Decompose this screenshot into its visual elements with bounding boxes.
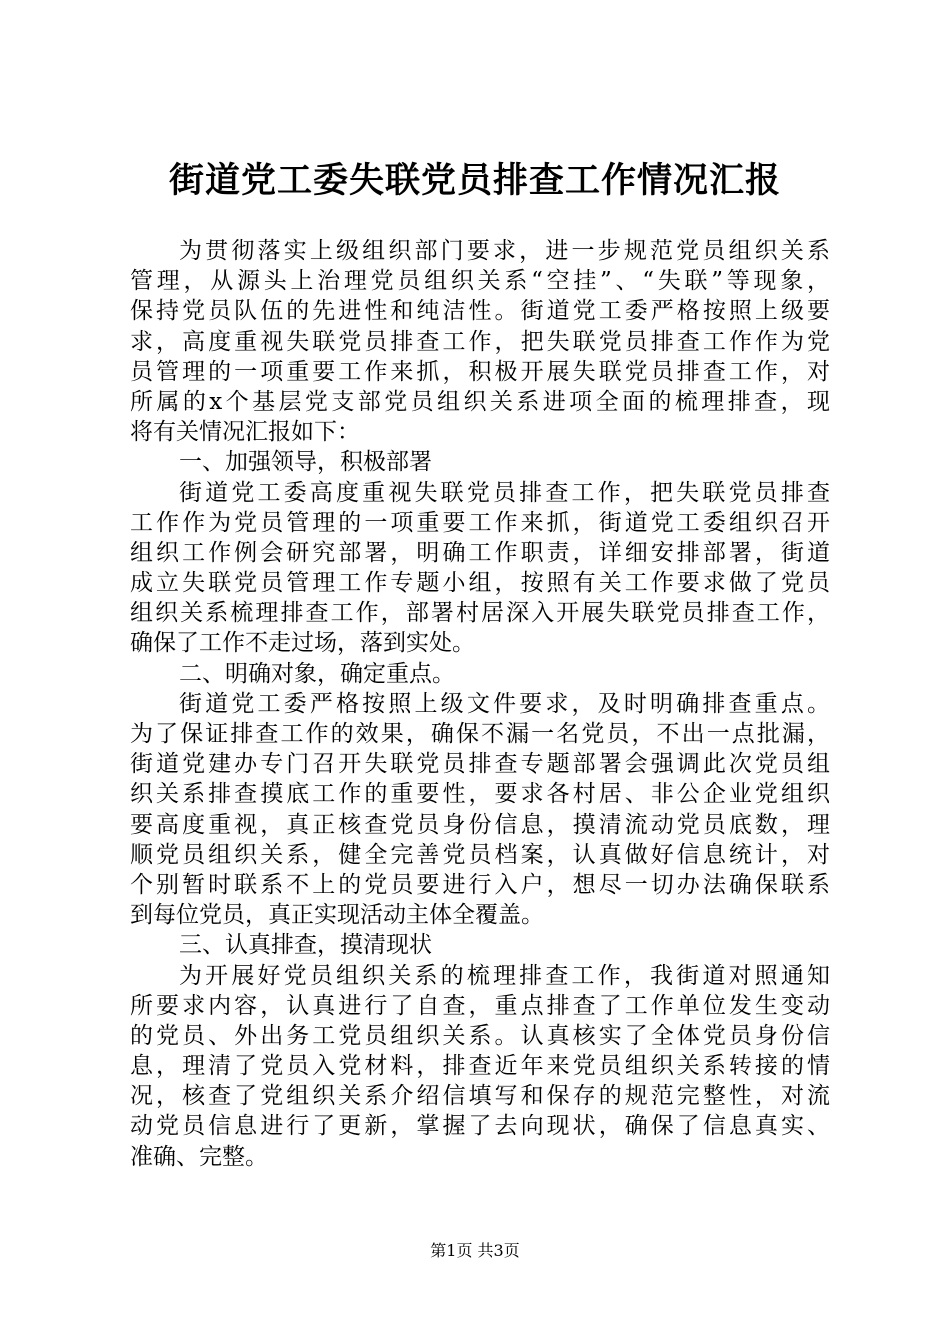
text-line: 为贯彻落实上级组织部门要求，进一步规范党员组织关系 — [179, 238, 830, 264]
text-line: 织关系排查摸底工作的重要性，要求各村居、非公企业党组织 — [130, 781, 830, 808]
text-line: 街道党工委高度重视失联党员排查工作，把失联党员排查 — [179, 479, 830, 506]
text-line: 顺党员组织关系，健全完善党员档案，认真做好信息统计，对 — [130, 841, 830, 868]
text-line: 为了保证排查工作的效果，确保不漏一名党员，不出一点批漏， — [130, 721, 830, 747]
text-line: 保持党员队伍的先进性和纯洁性。街道党工委严格按照上级要 — [130, 298, 830, 325]
text-line: 求，高度重视失联党员排查工作，把失联党员排查工作作为党 — [130, 328, 830, 355]
text-line: 成立失联党员管理工作专题小组，按照有关工作要求做了党员 — [130, 570, 830, 597]
text-line: 工作作为党员管理的一项重要工作来抓，街道党工委组织召开 — [130, 509, 830, 536]
text-line: 动党员信息进行了更新，掌握了去向现状，确保了信息真实、 — [130, 1113, 830, 1140]
text-line: 所属的x个基层党支部党员组织关系进项全面的梳理排查，现 — [130, 388, 830, 415]
text-line: 的党员、外出务工党员组织关系。认真核实了全体党员身份信 — [130, 1022, 830, 1049]
document-body — [130, 236, 830, 1172]
text-line: 街道党建办专门召开失联党员排查专题部署会强调此次党员组 — [130, 751, 830, 778]
text-line: 管理，从源头上治理党员组织关系“空挂”、“失联”等现象， — [130, 268, 830, 295]
text-line: 确保了工作不走过场，落到实处。 — [130, 630, 475, 657]
text-line: 个别暂时联系不上的党员要进行入户，想尽一切办法确保联系 — [130, 871, 830, 898]
text-line: 三、认真排查，摸清现状 — [179, 932, 432, 959]
text-line: 息，理清了党员入党材料，排查近年来党员组织关系转接的情 — [130, 1053, 830, 1080]
text-line: 将有关情况汇报如下： — [130, 419, 360, 446]
text-line: 要高度重视，真正核查党员身份信息，摸清流动党员底数，理 — [130, 811, 830, 838]
text-line: 准确、完整。 — [130, 1143, 268, 1170]
text-line: 组织关系梳理排查工作，部署村居深入开展失联党员排查工作， — [130, 600, 830, 627]
page-footer: 第1页 共3页 — [430, 1241, 520, 1260]
text-line: 为开展好党员组织关系的梳理排查工作，我街道对照通知 — [179, 962, 830, 989]
text-line: 街道党工委严格按照上级文件要求，及时明确排查重点。 — [179, 690, 830, 717]
text-line: 员管理的一项重要工作来抓，积极开展失联党员排查工作，对 — [130, 358, 830, 385]
text-line: 组织工作例会研究部署，明确工作职责，详细安排部署，街道 — [130, 539, 830, 566]
text-line: 一、加强领导，积极部署 — [179, 449, 432, 476]
text-line: 到每位党员，真正实现活动主体全覆盖。 — [130, 902, 544, 929]
document-title: 街道党工委失联党员排查工作情况汇报 — [168, 160, 781, 201]
text-line: 二、明确对象，确定重点。 — [179, 660, 455, 687]
text-line: 况，核查了党组织关系介绍信填写和保存的规范完整性，对流 — [130, 1083, 830, 1110]
text-line: 所要求内容，认真进行了自查，重点排查了工作单位发生变动 — [130, 992, 830, 1019]
